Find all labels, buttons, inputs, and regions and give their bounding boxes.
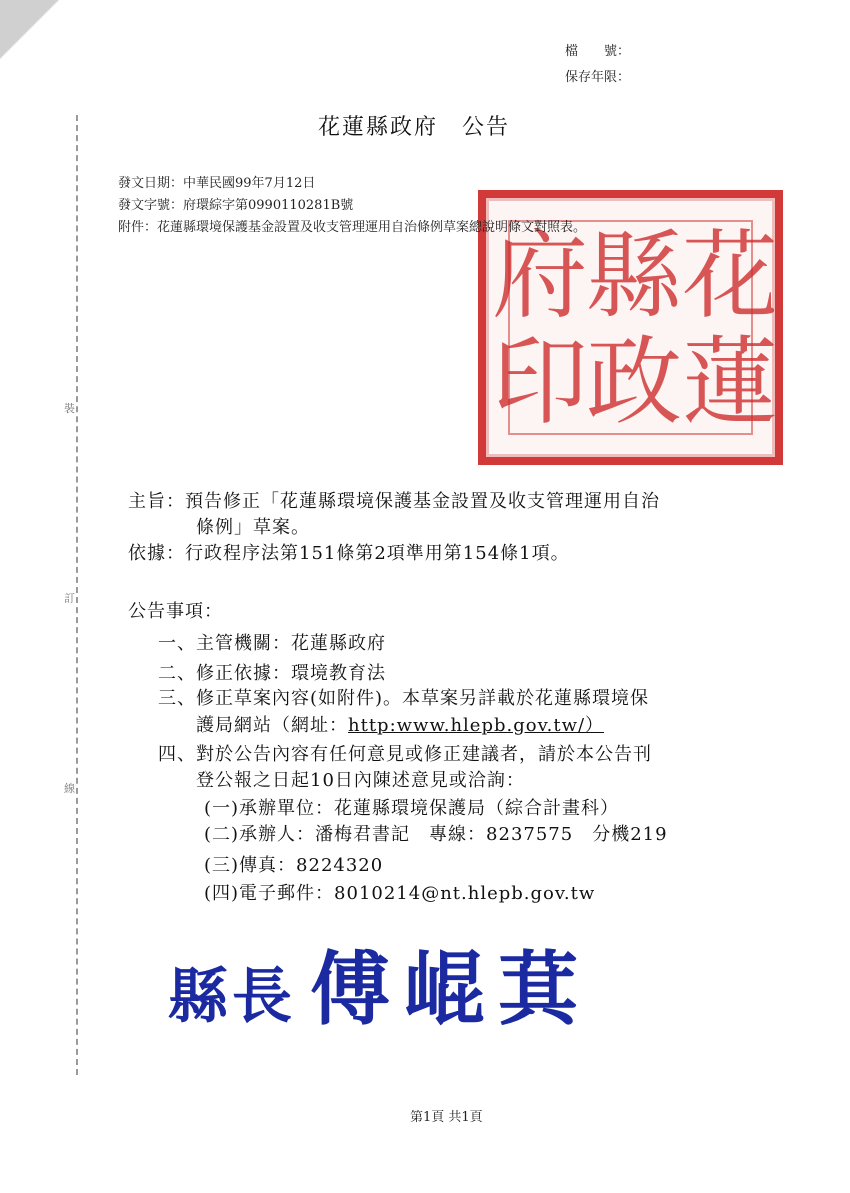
binding-mark-3: 線 — [64, 782, 75, 795]
page-footer: 第1頁 共1頁 — [410, 1110, 483, 1125]
contact-person: (二)承辦人：潘梅君書記 專線：8237575 分機219 — [204, 824, 668, 845]
basis-line: 依據：行政程序法第151條第2項準用第154條1項。 — [128, 543, 570, 564]
document-title: 花蓮縣政府 公告 — [318, 115, 511, 140]
notice-item-3-line-2 — [196, 711, 604, 737]
website-link[interactable]: http:www.hlepb.gov.tw/） — [348, 715, 605, 736]
contact-unit: (一)承辦單位：花蓮縣環境保護局（綜合計畫科） — [204, 798, 620, 819]
seal-char-3: 縣 — [586, 220, 682, 332]
document-number: 發文字號：府環綜字第0990110281B號 — [118, 198, 354, 213]
subject-line-2: 條例」草案。 — [196, 517, 310, 538]
signature-title: 縣長 — [168, 962, 296, 1032]
seal-char-6: 印 — [492, 326, 588, 438]
seal-char-2: 蓮 — [682, 326, 778, 438]
seal-char-1: 花 — [682, 220, 778, 332]
seal-char-5: 府 — [492, 220, 588, 332]
signature-name: 傅崐萁 — [310, 943, 592, 1036]
magistrate-signature — [168, 925, 592, 1040]
seal-char-4: 政 — [586, 326, 682, 438]
subject-line-1: 主旨：預告修正「花蓮縣環境保護基金設置及收支管理運用自治 — [128, 491, 660, 512]
folded-corner — [0, 0, 60, 60]
notice-heading: 公告事項： — [128, 601, 223, 622]
issue-date: 發文日期：中華民國99年7月12日 — [118, 176, 316, 191]
contact-fax: (三)傳真：8224320 — [204, 855, 384, 876]
binding-mark-2: 訂 — [64, 592, 75, 605]
notice-item-4-line-2: 登公報之日起10日內陳述意見或洽詢： — [196, 770, 525, 791]
binding-line — [76, 115, 78, 1075]
retention-period-label: 保存年限： — [565, 70, 631, 85]
attachment-note: 附件：花蓮縣環境保護基金設置及收支管理運用自治條例草案總說明條文對照表。 — [118, 220, 587, 235]
contact-email: (四)電子郵件：8010214@nt.hlepb.gov.tw — [204, 883, 596, 904]
notice-item-2: 二、修正依據：環境教育法 — [158, 663, 386, 684]
notice-item-4-line-1: 四、對於公告內容有任何意見或修正建議者，請於本公告刊 — [158, 744, 652, 765]
website-prefix: 護局網站（網址： — [196, 715, 348, 736]
notice-item-1: 一、主管機關：花蓮縣政府 — [158, 633, 386, 654]
file-number-label: 檔 號： — [565, 44, 631, 59]
notice-item-3-line-1: 三、修正草案內容(如附件)。本草案另詳載於花蓮縣環境保 — [158, 688, 650, 709]
binding-mark-1: 裝 — [64, 402, 75, 415]
